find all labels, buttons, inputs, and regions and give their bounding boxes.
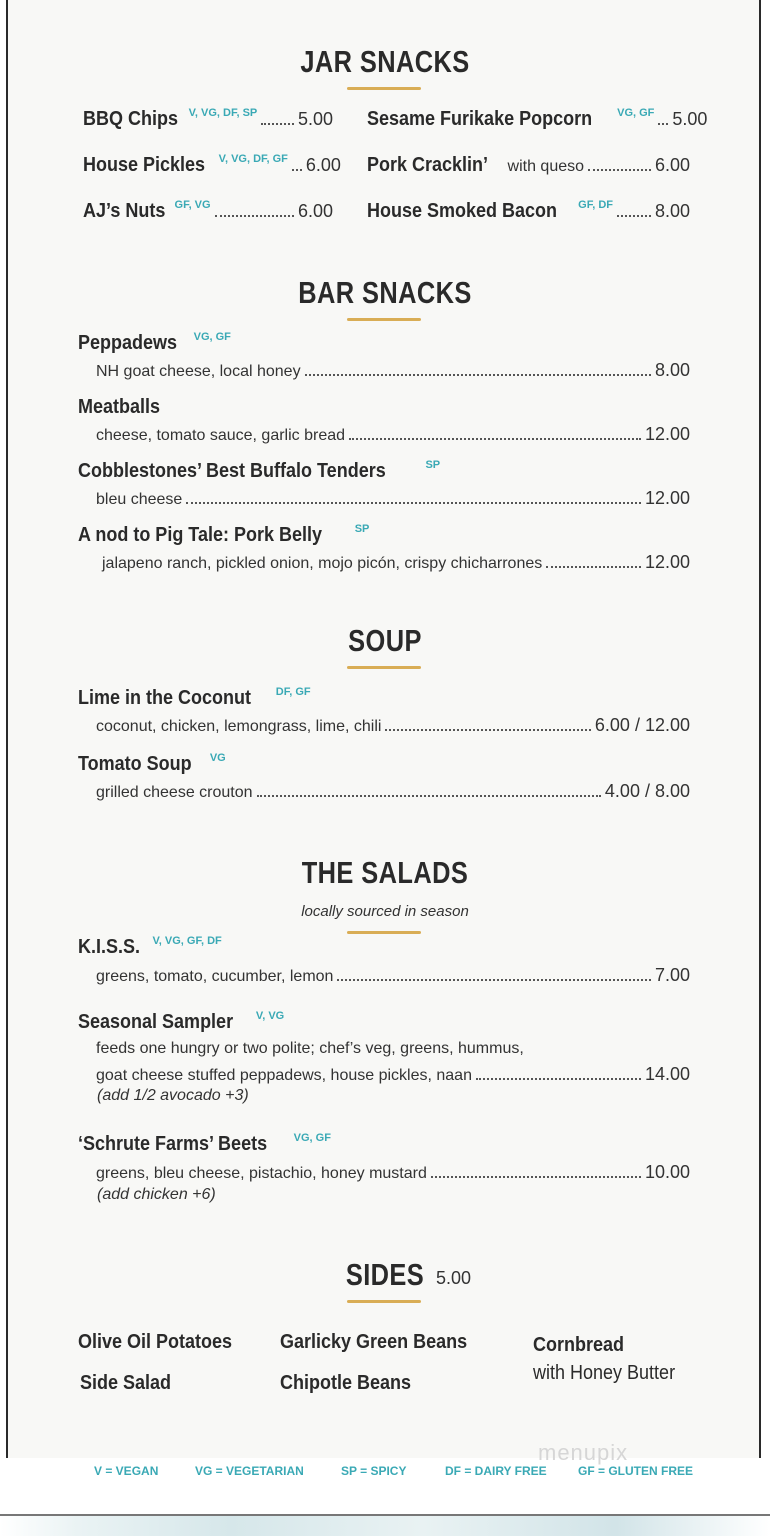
legend-gluten-free: GF = GLUTEN FREE [578,1464,694,1478]
diet-tags: V, VG, DF, GF [218,153,288,165]
item-description: feeds one hungry or two polite; chef’s veg, greens, hummus, [96,1040,524,1057]
sides-price: 5.00 [436,1268,472,1288]
dot-leader [588,169,651,171]
diet-tags: V, VG, GF, DF [152,935,222,947]
item-qualifier: with queso [507,158,585,175]
item-name-peppadews: Peppadews $^{VG, GF}$ [78,331,231,354]
item-detail-line [96,781,690,802]
item-description: grilled cheese crouton [96,784,253,801]
dot-leader [257,795,601,797]
diet-tags: GF, DF [578,199,614,211]
item-price: 6.00 [654,155,690,175]
section-title-jar-snacks: JAR SNACKS [300,44,470,79]
item-price: 8.00 [654,201,690,221]
item-price: 7.00 [654,965,690,985]
dot-leader [215,215,294,217]
side-item: Cornbread [533,1334,625,1356]
menu-item [83,153,341,178]
item-name-seasonal-sampler: Seasonal Sampler $^{V, VG}$ [78,1010,285,1033]
side-item: Olive Oil Potatoes [78,1331,233,1353]
side-item: Chipotle Beans [280,1372,412,1394]
legend-vegan: V = VEGAN [94,1464,159,1478]
section-title-sides: SIDES [345,1257,425,1292]
item-detail-line [102,552,690,573]
item-description: goat cheese stuffed peppadews, house pickles, naan [96,1067,472,1084]
dot-leader [476,1078,641,1080]
item-name: House Smoked Bacon [367,200,558,222]
dot-leader [337,979,651,981]
menu-item [367,107,708,132]
item-note: (add chicken +6) [97,1186,216,1203]
item-name-lime-coconut: Lime in the Coconut $^{DF, GF}$ [78,686,311,709]
item-name-tomato-soup: Tomato Soup $^{VG}$ [78,752,226,775]
dot-leader [305,374,651,376]
diet-tags: VG, GF [193,331,231,343]
item-price: 5.00 [297,109,333,129]
item-detail-line [96,965,690,986]
item-price: 6.00 / 12.00 [594,715,690,735]
dot-leader [292,169,302,171]
dot-leader [617,215,651,217]
item-price: 5.00 [672,109,708,129]
item-price: 8.00 [654,360,690,380]
section-underline [347,1300,421,1303]
diet-tags: SP [354,523,370,535]
item-price: 12.00 [644,424,690,444]
diet-tags: VG [209,752,226,764]
diet-tags: V, VG, DF, SP [188,107,258,119]
section-underline [347,666,421,669]
item-name: Sesame Furikake Popcorn [367,108,593,130]
side-item: Side Salad [80,1372,172,1394]
menu-item [367,154,690,178]
item-detail-line [96,424,690,445]
item-description: cheese, tomato sauce, garlic bread [96,427,346,444]
item-price: 6.00 [297,201,333,221]
item-name: Pork Cracklin’ [367,154,489,176]
item-detail-line [96,715,690,736]
legend-vegetarian: VG = VEGETARIAN [195,1464,304,1478]
item-description: greens, bleu cheese, pistachio, honey mustard [96,1165,427,1182]
item-price: 14.00 [644,1064,690,1084]
section-underline [347,318,421,321]
item-name-meatballs: Meatballs [78,396,161,418]
dot-leader [349,438,641,440]
dot-leader [385,729,590,731]
menupix-watermark: menupix [538,1440,629,1465]
dot-leader [261,123,294,125]
item-name-schrute-beets: ‘Schrute Farms’ Beets $^{VG, GF}$ [78,1132,331,1155]
item-detail-line [96,1064,690,1085]
diet-tags: VG, GF [617,107,655,119]
decorative-strip [0,1516,770,1536]
item-name-kiss: K.I.S.S. $^{V, VG, GF, DF}$ [78,935,222,958]
item-name: BBQ Chips [83,108,179,130]
diet-tags: V, VG [255,1010,285,1022]
section-title-soup: SOUP [348,623,422,658]
diet-tags: DF, GF [275,686,311,698]
item-description: NH goat cheese, local honey [96,363,301,380]
dot-leader [546,566,641,568]
diet-tags: SP [425,459,441,471]
item-detail-line [96,488,690,509]
dot-leader [658,123,668,125]
item-name-buffalo-tenders: Cobblestones’ Best Buffalo Tenders $^{SP}$ [78,459,441,482]
item-description: coconut, chicken, lemongrass, lime, chili [96,718,382,735]
diet-tags: VG, GF [293,1132,331,1144]
legend-spicy: SP = SPICY [341,1464,407,1478]
section-underline [347,931,421,934]
item-price: 6.00 [305,155,341,175]
side-item: Garlicky Green Beans [280,1331,468,1353]
item-description: greens, tomato, cucumber, lemon [96,968,334,985]
item-description: bleu cheese [96,491,183,508]
section-underline [347,87,421,90]
menu-item [83,200,333,224]
menu-item [367,200,690,224]
item-price: 4.00 / 8.00 [604,781,690,801]
legend-dairy-free: DF = DAIRY FREE [445,1464,547,1478]
item-price: 10.00 [644,1162,690,1182]
section-title-salads: THE SALADS [301,855,469,890]
item-price: 12.00 [644,552,690,572]
item-description: jalapeno ranch, pickled onion, mojo picón, crispy chicharrones [102,555,543,572]
dot-leader [431,1176,641,1178]
menu-item [83,108,333,132]
section-title-bar-snacks: BAR SNACKS [298,275,472,310]
item-price: 12.00 [644,488,690,508]
item-name: AJ’s Nuts [83,200,166,222]
item-detail-line [96,360,690,381]
section-subtitle: locally sourced in season [301,903,469,920]
dot-leader [186,502,641,504]
item-name: House Pickles [83,154,206,176]
item-name-pork-belly: A nod to Pig Tale: Pork Belly $^{SP}$ [78,523,370,546]
diet-tags: GF, VG [174,199,211,211]
item-note: (add 1/2 avocado +3) [97,1087,249,1104]
item-detail-line [96,1162,690,1183]
side-item-detail: with Honey Butter [533,1362,676,1384]
